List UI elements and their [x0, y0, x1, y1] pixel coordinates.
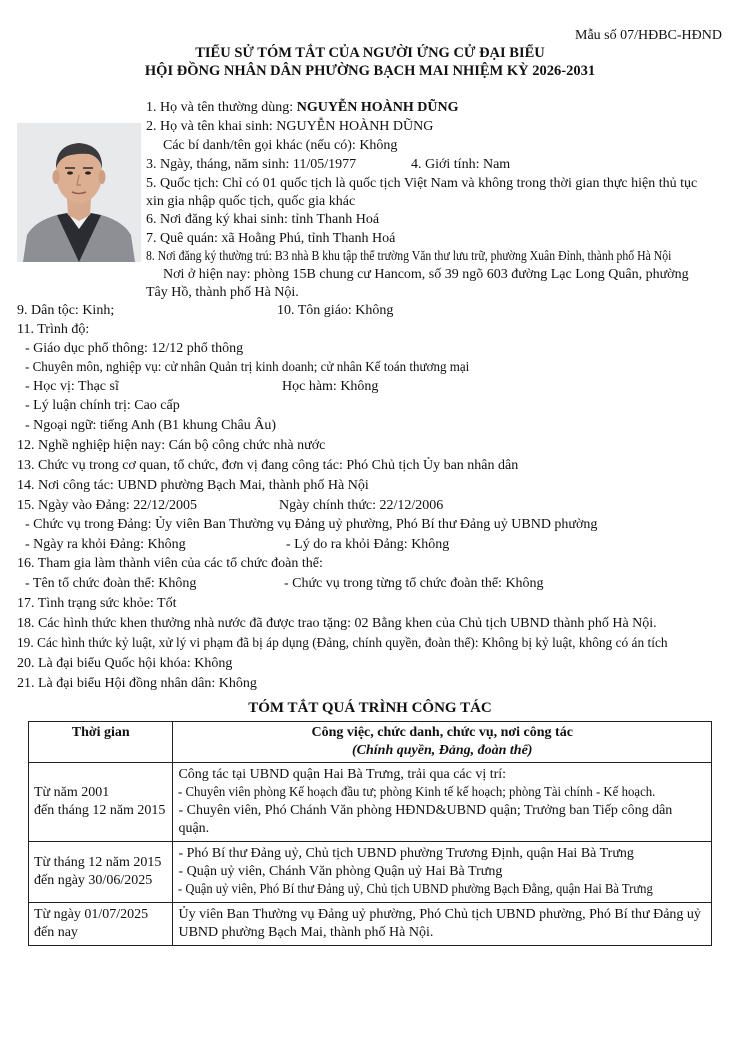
title-line-1: TIỂU SỬ TÓM TẮT CỦA NGƯỜI ỨNG CỬ ĐẠI BIỂU	[195, 45, 545, 61]
field-11b-specialization: - Chuyên môn, nghiệp vụ: cử nhân Quản trị kinh doanh; cử nhân Kế toán thương mại	[25, 360, 470, 375]
field-19-discipline: 19. Các hình thức kỷ luật, xử lý vi phạm đã bị áp dụng (Đảng, chính quyền, đoàn thể): Không bị kỷ luật, không có án tích	[17, 636, 668, 651]
field-1: 1. Họ và tên thường dùng: NGUYỄN HOÀNH DŨNG	[146, 100, 459, 115]
field-12-occupation: 12. Nghề nghiệp hiện nay: Cán bộ công chức nhà nước	[17, 438, 326, 453]
field-16-organizations: 16. Tham gia làm thành viên của các tổ chức đoàn thể:	[17, 556, 323, 571]
field-13-position: 13. Chức vụ trong cơ quan, tổ chức, đơn vị đang công tác: Phó Chủ tịch Ủy ban nhân dân	[17, 458, 519, 473]
field-16-organization-role: - Chức vụ trong từng tổ chức đoàn thể: Không	[284, 576, 544, 591]
full-name: NGUYỄN HOÀNH DŨNG	[296, 100, 459, 115]
field-11c-academic-title: Học hàm: Không	[282, 379, 379, 394]
portrait-photo	[17, 123, 141, 262]
work-history-table	[28, 721, 712, 946]
field-11c-degree: - Học vị: Thạc sĩ	[25, 379, 119, 394]
field-2-aliases: Các bí danh/tên gọi khác (nếu có): Không	[163, 138, 398, 153]
field-11a-general-education: - Giáo dục phổ thông: 12/12 phổ thông	[25, 341, 244, 356]
field-8-current-address: Nơi ở hiện nay: phòng 15B chung cư Hancom, số 39 ngõ 603 đường Lạc Long Quân, phường	[163, 267, 689, 282]
row-time: Từ năm 2001 đến tháng 12 năm 2015	[29, 763, 173, 842]
field-14-workplace: 14. Nơi công tác: UBND phường Bạch Mai, thành phố Hà Nội	[17, 478, 369, 493]
field-15-party-join-date: 15. Ngày vào Đảng: 22/12/2005	[17, 498, 198, 513]
field-2: 2. Họ và tên khai sinh: NGUYỄN HOÀNH DŨNG	[146, 119, 434, 134]
field-21-peoples-council: 21. Là đại biểu Hội đồng nhân dân: Không	[17, 676, 257, 691]
field-8-residence: 8. Nơi đăng ký thường trú: B3 nhà B khu tập thể trường Văn thư lưu trữ, phường Xuân Đỉnh, thành phố Hà Nội	[146, 249, 672, 264]
row-description: Ủy viên Ban Thường vụ Đảng uỷ phường, Phó Chủ tịch UBND phường, Phó Bí thư Đảng uỷ UBND phường Bạch Mai, thành phố Hà Nội.	[173, 903, 712, 946]
field-15-party-leave-date: - Ngày ra khỏi Đảng: Không	[25, 537, 186, 552]
field-5-nationality-cont: xin gia nhập quốc tịch, quốc gia khác	[146, 194, 356, 209]
field-4-gender: 4. Giới tính: Nam	[411, 157, 511, 172]
row-description: Công tác tại UBND quận Hai Bà Trưng, trải qua các vị trí: - Chuyên viên phòng Kế hoạch đầu tư; phòng Kinh tế kế hoạch; phòng Tài chính - Kế hoạch. - Chuyên viên, Phó Chánh Văn phòng HĐND&UBND quận; Trưởng ban Tiếp công dân quận.	[173, 763, 712, 842]
row-time: Từ tháng 12 năm 2015 đến ngày 30/06/2025	[29, 842, 173, 903]
field-10-religion: 10. Tôn giáo: Không	[277, 303, 394, 318]
field-8-current-address-cont: Tây Hồ, thành phố Hà Nội.	[146, 285, 299, 300]
field-11e-foreign-language: - Ngoại ngữ: tiếng Anh (B1 khung Châu Âu)	[25, 418, 277, 433]
form-code: Mẫu số 07/HĐBC-HĐND	[575, 28, 722, 43]
work-history-header	[29, 722, 712, 763]
field-15-party-position: - Chức vụ trong Đảng: Ủy viên Ban Thường vụ Đảng uỷ phường, Phó Bí thư Đảng uỷ UBND phường	[25, 517, 598, 532]
field-7-hometown: 7. Quê quán: xã Hoằng Phú, tỉnh Thanh Hoá	[146, 231, 396, 246]
field-6-birth-registration: 6. Nơi đăng ký khai sinh: tỉnh Thanh Hoá	[146, 212, 380, 227]
table-row	[29, 842, 712, 903]
title-line-2: HỘI ĐỒNG NHÂN DÂN PHƯỜNG BẠCH MAI NHIỆM KỲ 2026-2031	[144, 63, 596, 79]
field-16-organization-name: - Tên tổ chức đoàn thể: Không	[25, 576, 197, 591]
field-9-ethnicity: 9. Dân tộc: Kinh;	[17, 303, 115, 318]
field-11d-political-theory: - Lý luận chính trị: Cao cấp	[25, 398, 180, 413]
field-3-dob: 3. Ngày, tháng, năm sinh: 11/05/1977	[146, 157, 357, 172]
table-row	[29, 903, 712, 946]
table-row	[29, 763, 712, 842]
field-18-awards: 18. Các hình thức khen thưởng nhà nước đã được trao tặng: 02 Bằng khen của Chủ tịch UBND thành phố Hà Nội.	[17, 616, 657, 631]
work-history-title: TÓM TẮT QUÁ TRÌNH CÔNG TÁC	[248, 700, 492, 716]
row-time: Từ ngày 01/07/2025 đến nay	[29, 903, 173, 946]
field-17-health: 17. Tình trạng sức khỏe: Tốt	[17, 596, 177, 611]
field-15-party-leave-reason: - Lý do ra khỏi Đảng: Không	[286, 537, 450, 552]
field-15-party-official-date: Ngày chính thức: 22/12/2006	[279, 498, 444, 513]
row-description: - Phó Bí thư Đảng uỷ, Chủ tịch UBND phường Trương Định, quận Hai Bà Trưng - Quận uỷ viên, Chánh Văn phòng Quận uỷ Hai Bà Trưng - Quận uỷ viên, Phó Bí thư Đảng uỷ, Chủ tịch UBND phường Bạch Đằng, quận Hai Bà Trưng	[173, 842, 712, 903]
field-5-nationality: 5. Quốc tịch: Chỉ có 01 quốc tịch là quốc tịch Việt Nam và không trong thời gian thực hiện thủ tục	[146, 176, 698, 191]
field-11-education: 11. Trình độ:	[17, 322, 90, 337]
header-time: Thời gian	[29, 722, 173, 763]
header-description: Công việc, chức danh, chức vụ, nơi công tác (Chính quyền, Đảng, đoàn thể)	[173, 722, 712, 763]
field-20-national-assembly: 20. Là đại biểu Quốc hội khóa: Không	[17, 656, 233, 671]
